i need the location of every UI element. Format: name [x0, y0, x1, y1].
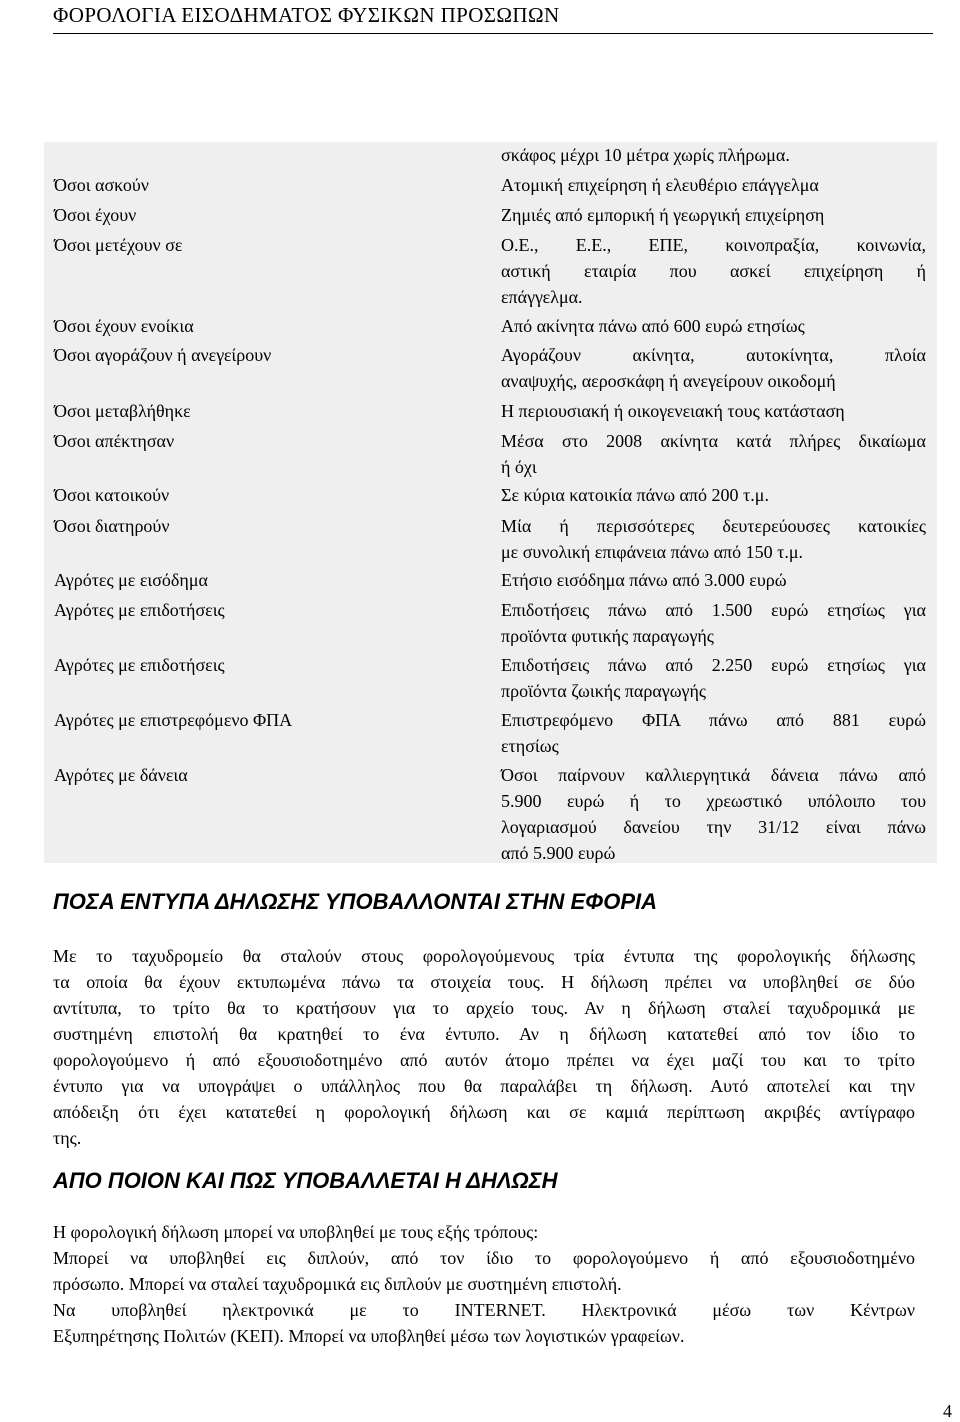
row-label: Όσοι έχουν [54, 205, 137, 225]
description-line: Ατομική επιχείρηση ή ελευθέριο επάγγελμα [501, 175, 819, 195]
paragraph-line: Να υποβληθεί ηλεκτρονικά με το INTERNET. Ηλεκτρονικά μέσω των Κέντρων [53, 1300, 915, 1320]
forms-paragraph [53, 943, 915, 1151]
description-line: από 5.900 ευρώ [501, 843, 616, 863]
description-line: επάγγελμα. [501, 287, 583, 307]
row-description [501, 762, 926, 866]
row-description [501, 313, 926, 339]
row-description [501, 172, 926, 198]
description-line: λογαριασμού δανείου την 31/12 είναι πάνω [501, 817, 926, 837]
description-line: αστική εταιρία που ασκεί επιχείρηση ή [501, 261, 926, 281]
submission-intro [53, 1219, 915, 1245]
paragraph-line: φορολογούμενο ή από εξουσιοδοτημένο από αυτόν άτομο πρέπει να έχει μαζί του και το τρίτο [53, 1050, 915, 1070]
description-line: Επιδοτήσεις πάνω από 1.500 ευρώ ετησίως για [501, 600, 926, 620]
paragraph-line: Εξυπηρέτησης Πολιτών (ΚΕΠ). Μπορεί να υποβληθεί μέσω των λογιστικών γραφείων. [53, 1326, 685, 1346]
row-label: Όσοι αγοράζουν ή ανεγείρουν [54, 345, 272, 365]
description-line: Μέσα στο 2008 ακίνητα κατά πλήρες δικαίωμα [501, 431, 926, 451]
row-label: Αγρότες με επιδοτήσεις [54, 600, 225, 620]
row-description [501, 428, 926, 480]
row-description [501, 342, 926, 394]
paragraph-line: αντίτυπα, το τρίτο θα το κρατήσουν για το αρχείο τους. Αν η δήλωση σταλεί ταχυδρομικά με [53, 998, 915, 1018]
description-line: Όσοι παίρνουν καλλιεργητικά δάνεια πάνω από [501, 765, 926, 785]
description-line: με συνολική επιφάνεια πάνω από 150 τ.μ. [501, 542, 803, 562]
row-label: Αγρότες με δάνεια [54, 765, 188, 785]
section-heading-forms: ΠΟΣΑ ΕΝΤΥΠΑ ΔΗΛΩΣΗΣ ΥΠΟΒΑΛΛΟΝΤΑΙ ΣΤΗΝ ΕΦΟΡΙΑ [53, 889, 658, 914]
paragraph-line: πρόσωπο. Μπορεί να σταλεί ταχυδρομικά εις διπλούν με συστημένη επιστολή. [53, 1274, 622, 1294]
row-label: Αγρότες με επιδοτήσεις [54, 655, 225, 675]
row-description [501, 202, 926, 228]
row-description [501, 513, 926, 565]
description-line: σκάφος μέχρι 10 μέτρα χωρίς πλήρωμα. [501, 145, 790, 165]
paragraph-line: απόδειξη ότι έχει κατατεθεί η φορολογική δήλωση και σε καμιά περίπτωση ακριβές αντίγραφο [53, 1102, 915, 1122]
description-line: Αγοράζουν ακίνητα, αυτοκίνητα, πλοία [501, 345, 926, 365]
page-header-title: ΦΟΡΟΛΟΓΙΑ ΕΙΣΟΔΗΜΑΤΟΣ ΦΥΣΙΚΩΝ ΠΡΟΣΩΠΩΝ [53, 3, 560, 27]
row-description [501, 482, 926, 508]
description-line: Ετήσιο εισόδημα πάνω από 3.000 ευρώ [501, 570, 787, 590]
paragraph-line: της. [53, 1128, 82, 1148]
row-label: Όσοι κατοικούν [54, 485, 170, 505]
row-label: Όσοι μετέχουν σε [54, 235, 183, 255]
description-line: Ο.Ε., Ε.Ε., ΕΠΕ, κοινοπραξία, κοινωνία, [501, 235, 926, 255]
row-description [501, 567, 926, 593]
description-line: Ζημιές από εμπορική ή γεωργική επιχείρηση [501, 205, 825, 225]
paragraph-line: Μπορεί να υποβληθεί εις διπλούν, από τον ίδιο το φορολογούμενο ή από εξουσιοδοτημένο [53, 1248, 915, 1268]
description-line: Από ακίνητα πάνω από 600 ευρώ ετησίως [501, 316, 805, 336]
header-divider [53, 33, 933, 34]
description-line: προϊόντα φυτικής παραγωγής [501, 626, 714, 646]
row-label: Αγρότες με εισόδημα [54, 570, 208, 590]
row-label: Όσοι διατηρούν [54, 516, 170, 536]
taxpayer-categories-table [44, 142, 937, 863]
row-label: Αγρότες με επιστρεφόμενο ΦΠΑ [54, 710, 293, 730]
description-line: προϊόντα ζωικής παραγωγής [501, 681, 707, 701]
row-label: Όσοι έχουν ενοίκια [54, 316, 194, 336]
paragraph-line: έντυπο για να υπογράψει ο υπάλληλος που θα παραλάβει τη δήλωση. Αυτό αποτελεί και την [53, 1076, 915, 1096]
paragraph-line: συστημένη επιστολή θα κρατηθεί το ένα έντυπο. Αν η δήλωση κατατεθεί από τον ίδιο το [53, 1024, 915, 1044]
description-line: Επιδοτήσεις πάνω από 2.250 ευρώ ετησίως για [501, 655, 926, 675]
paragraph-line: Η φορολογική δήλωση μπορεί να υποβληθεί με τους εξής τρόπους: [53, 1222, 539, 1242]
description-line: αναψυχής, αεροσκάφη ή ανεγείρουν οικοδομή [501, 371, 836, 391]
section-heading-submission: ΑΠΟ ΠΟΙΟΝ ΚΑΙ ΠΩΣ ΥΠΟΒΑΛΛΕΤΑΙ Η ΔΗΛΩΣΗ [53, 1168, 558, 1193]
submission-paragraph-1 [53, 1245, 915, 1297]
row-label: Όσοι μεταβλήθηκε [54, 401, 191, 421]
row-label: Όσοι ασκούν [54, 175, 149, 195]
row-description [501, 707, 926, 759]
description-line: Σε κύρια κατοικία πάνω από 200 τ.μ. [501, 485, 769, 505]
description-line: ή όχι [501, 457, 537, 477]
submission-paragraph-2 [53, 1297, 915, 1349]
description-line: Η περιουσιακή ή οικογενειακή τους κατάσταση [501, 401, 845, 421]
page-number: 4 [943, 1401, 952, 1421]
paragraph-line: τα οποία θα έχουν εκτυπωμένα πάνω τα στοιχεία τους. Η δήλωση πρέπει να υποβληθεί σε δύο [53, 972, 915, 992]
description-line: 5.900 ευρώ ή το χρεωστικό υπόλοιπο του [501, 791, 926, 811]
description-line: Επιστρεφόμενο ΦΠΑ πάνω από 881 ευρώ [501, 710, 926, 730]
paragraph-line: Με το ταχυδρομείο θα σταλούν στους φορολογούμενους τρία έντυπα της φορολογικής δήλωσης [53, 946, 915, 966]
description-line: Μία ή περισσότερες δευτερεύουσες κατοικίες [501, 516, 926, 536]
row-label: Όσοι απέκτησαν [54, 431, 175, 451]
row-description [501, 142, 926, 168]
row-description [501, 398, 926, 424]
description-line: ετησίως [501, 736, 559, 756]
row-description [501, 652, 926, 704]
row-description [501, 232, 926, 310]
row-description [501, 597, 926, 649]
